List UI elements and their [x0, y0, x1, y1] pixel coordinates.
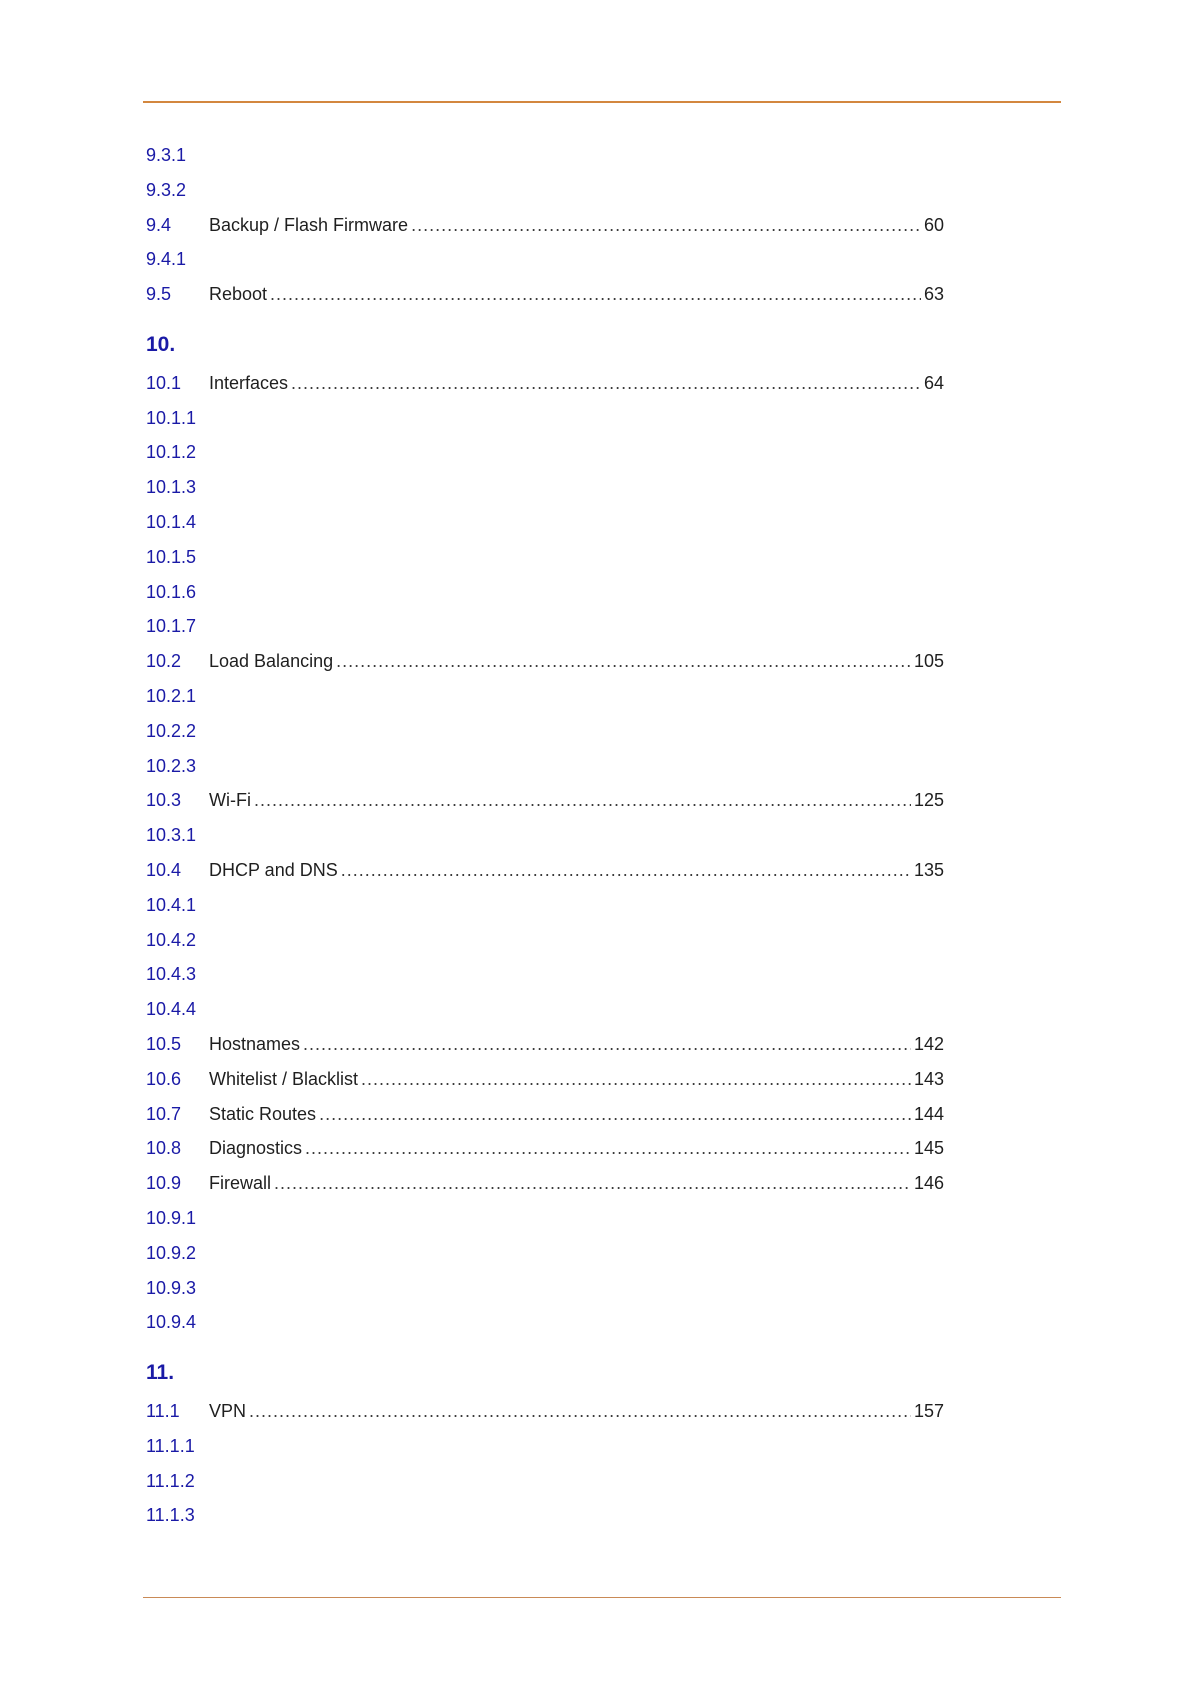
- toc-dot-leader: [249, 1397, 911, 1425]
- toc-entry-number: 10.4.1: [146, 894, 197, 915]
- toc-entry[interactable]: [146, 280, 946, 308]
- toc-entry[interactable]: [146, 856, 946, 884]
- toc-entry-page: 144: [913, 1103, 944, 1124]
- toc-entry-number: 10.9: [146, 1173, 182, 1194]
- toc-entry-number: 11.1.3: [146, 1505, 195, 1526]
- toc-entry-page: 146: [913, 1173, 944, 1194]
- toc-entry-page: 63: [923, 284, 944, 305]
- toc-entry[interactable]: [146, 578, 946, 606]
- toc-entry-number: 10.4: [146, 860, 182, 880]
- toc-entry[interactable]: [146, 543, 946, 571]
- toc-entry-number: 9.3.1: [146, 145, 187, 165]
- toc-entry-title: Whitelist / Blacklist: [209, 1068, 359, 1089]
- toc-entry[interactable]: [146, 1030, 946, 1058]
- toc-entry-number: 10.5: [146, 1034, 182, 1054]
- toc-entry-page: 125: [913, 790, 944, 811]
- toc-entry[interactable]: [146, 1308, 946, 1336]
- toc-entry[interactable]: [146, 438, 946, 466]
- toc-entry-number: 9.3.2: [146, 179, 187, 200]
- toc-dot-leader: [254, 786, 911, 814]
- toc-entry[interactable]: [146, 1467, 946, 1495]
- toc-dot-leader: [411, 211, 921, 239]
- toc-entry[interactable]: [146, 508, 946, 536]
- toc-chapter-heading[interactable]: [146, 1359, 946, 1387]
- toc-entry-number: 10.3.1: [146, 825, 197, 846]
- toc-entry-number: 10.2.1: [146, 686, 197, 706]
- toc-entry[interactable]: [146, 1397, 946, 1425]
- toc-entry[interactable]: [146, 1169, 946, 1197]
- toc-entry[interactable]: [146, 473, 946, 501]
- toc-entry-number: 10.9.4: [146, 1312, 197, 1333]
- toc-entry-title: Firewall: [209, 1173, 272, 1194]
- toc-entry-page: 60: [923, 214, 944, 235]
- toc-entry-number: 10.1.7: [146, 616, 197, 637]
- toc-entry[interactable]: [146, 960, 946, 988]
- toc-entry-title: Diagnostics: [209, 1138, 303, 1159]
- toc-entry-number: 10.1.3: [146, 477, 197, 498]
- toc-entry-number: 10.4.4: [146, 999, 197, 1020]
- toc-entry[interactable]: [146, 786, 946, 814]
- toc-entry-number: 10.2: [146, 651, 182, 672]
- toc-entry[interactable]: [146, 245, 946, 273]
- header-rule: [143, 101, 1061, 103]
- toc-entry-page: 142: [913, 1034, 944, 1054]
- toc-entry-number: 10.7: [146, 1103, 182, 1124]
- toc-entry-number: 10.2.2: [146, 720, 197, 741]
- toc-entry-number: 11.1: [146, 1401, 180, 1421]
- toc-entry[interactable]: [146, 176, 946, 204]
- toc-entry[interactable]: [146, 891, 946, 919]
- toc-entry-number: 10.6: [146, 1068, 182, 1089]
- toc-entry-number: 10.4.2: [146, 929, 197, 950]
- toc-entry-number: 10.1.6: [146, 581, 197, 602]
- toc-dot-leader: [336, 647, 911, 675]
- table-of-contents: [146, 141, 946, 1561]
- toc-entry-title: VPN: [209, 1401, 247, 1421]
- toc-entry-title: Backup / Flash Firmware: [209, 214, 409, 235]
- toc-entry[interactable]: [146, 647, 946, 675]
- toc-dot-leader: [341, 856, 911, 884]
- toc-dot-leader: [319, 1100, 911, 1128]
- toc-entry-title: DHCP and DNS: [209, 860, 338, 880]
- toc-entry[interactable]: [146, 752, 946, 780]
- toc-entry-title: Reboot: [209, 284, 268, 305]
- toc-entry-number: 10.8: [146, 1138, 182, 1159]
- toc-entry[interactable]: [146, 717, 946, 745]
- toc-entry[interactable]: [146, 1134, 946, 1162]
- toc-entry[interactable]: [146, 1274, 946, 1302]
- toc-entry-number: 10.4.3: [146, 964, 197, 985]
- toc-entry[interactable]: [146, 369, 946, 397]
- toc-entry-number: 10.9.2: [146, 1242, 197, 1263]
- toc-entry[interactable]: [146, 682, 946, 710]
- toc-entry-number: 9.4: [146, 214, 172, 235]
- toc-entry-number: 10.1: [146, 372, 182, 393]
- toc-entry-title: Static Routes: [209, 1103, 317, 1124]
- toc-dot-leader: [274, 1169, 911, 1197]
- toc-entry-number: 10.1.1: [146, 407, 197, 428]
- toc-entry-number: 10.9.3: [146, 1277, 197, 1298]
- toc-entry-title: Load Balancing: [209, 651, 334, 672]
- toc-entry-page: 64: [923, 372, 944, 393]
- toc-entry-title: Interfaces: [209, 372, 289, 393]
- toc-entry[interactable]: [146, 612, 946, 640]
- toc-entry[interactable]: [146, 1204, 946, 1232]
- toc-entry[interactable]: [146, 1100, 946, 1128]
- toc-dot-leader: [303, 1030, 911, 1058]
- toc-entry[interactable]: [146, 404, 946, 432]
- toc-entry-number: 10.1.2: [146, 442, 197, 463]
- toc-entry[interactable]: [146, 211, 946, 239]
- toc-dot-leader: [361, 1065, 911, 1093]
- toc-entry-number: 11.1.1: [146, 1435, 195, 1456]
- toc-entry[interactable]: [146, 1065, 946, 1093]
- toc-entry-title: Hostnames: [209, 1034, 301, 1054]
- toc-entry-page: 105: [913, 651, 944, 672]
- toc-entry-title: Wi-Fi: [209, 790, 251, 811]
- toc-entry[interactable]: [146, 995, 946, 1023]
- toc-dot-leader: [305, 1134, 911, 1162]
- toc-entry-number: 10.9.1: [146, 1208, 197, 1228]
- toc-entry-number: 10.2.3: [146, 755, 197, 776]
- toc-entry-number: 9.5: [146, 284, 172, 305]
- toc-entry-number: 9.4.1: [146, 249, 187, 270]
- toc-entry-number: 10.1.4: [146, 512, 197, 532]
- toc-chapter-number: 11.: [146, 1361, 175, 1385]
- toc-entry-number: 11.1.2: [146, 1470, 195, 1491]
- toc-entry[interactable]: [146, 1239, 946, 1267]
- toc-entry-number: 10.1.5: [146, 546, 197, 567]
- footer-rule: [143, 1597, 1061, 1598]
- toc-entry[interactable]: [146, 1432, 946, 1460]
- toc-entry-number: 10.3: [146, 790, 182, 811]
- toc-entry-page: 143: [913, 1068, 944, 1089]
- toc-entry-page: 157: [913, 1401, 944, 1421]
- toc-chapter-heading[interactable]: [146, 331, 946, 359]
- toc-entry[interactable]: [146, 1501, 946, 1529]
- toc-dot-leader: [291, 369, 921, 397]
- toc-entry-page: 135: [913, 860, 944, 880]
- toc-entry-page: 145: [913, 1138, 944, 1159]
- toc-entry[interactable]: [146, 821, 946, 849]
- toc-entry[interactable]: [146, 141, 946, 169]
- toc-chapter-number: 10.: [146, 333, 176, 356]
- toc-entry[interactable]: [146, 926, 946, 954]
- toc-dot-leader: [270, 280, 921, 308]
